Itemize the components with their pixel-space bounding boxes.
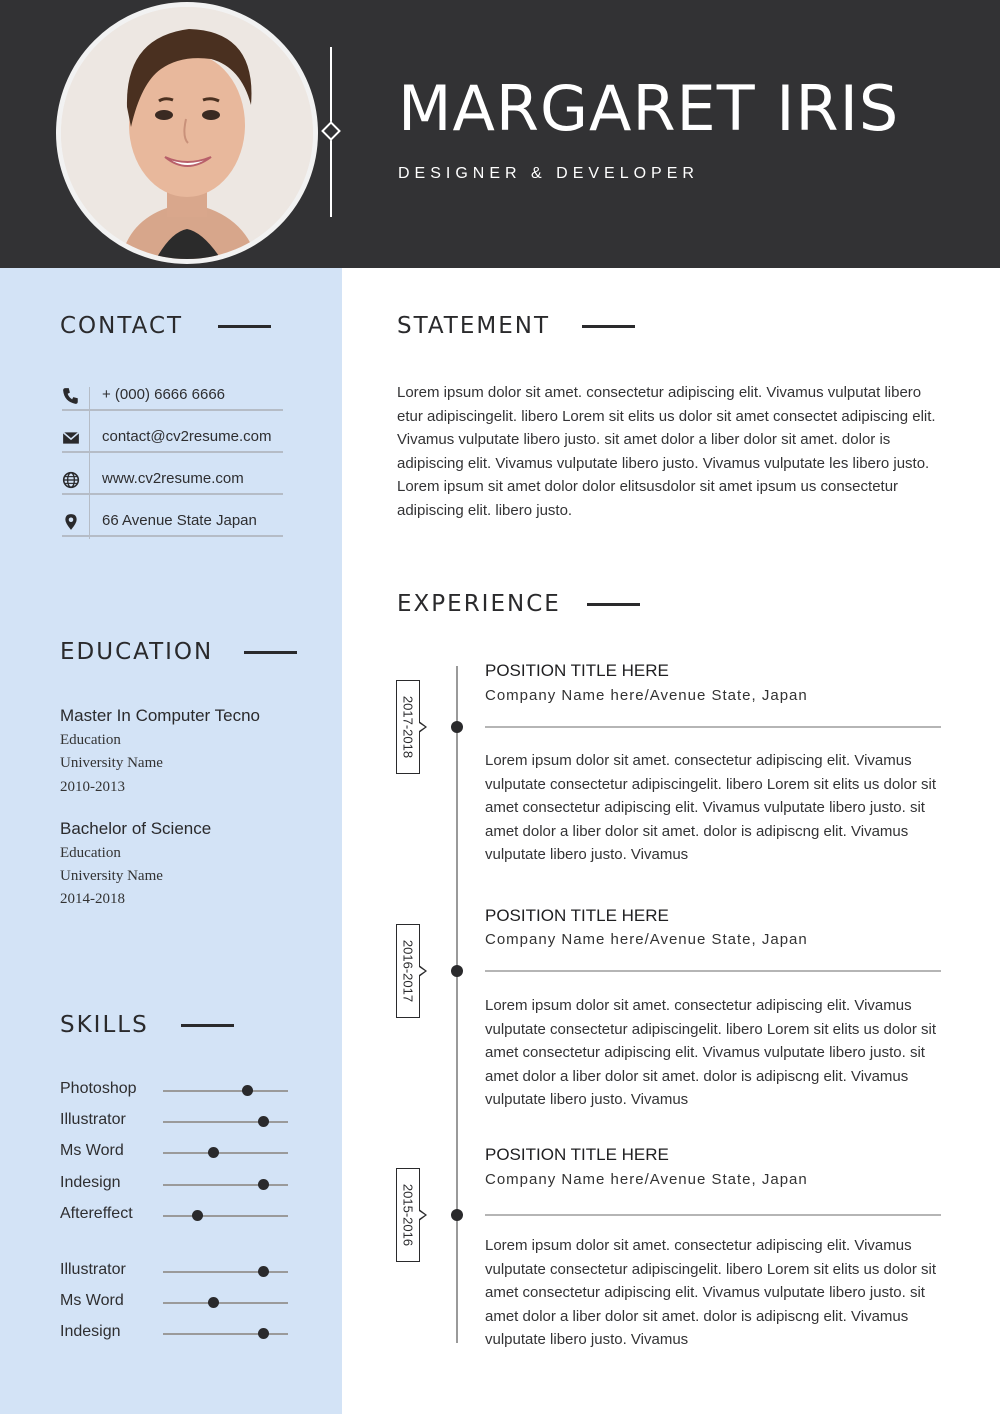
statement-heading: STATEMENT <box>397 313 551 339</box>
candidate-role: DESIGNER & DEVELOPER <box>398 165 699 182</box>
experience-heading-rule <box>587 603 640 606</box>
education-field-1: Education <box>60 732 121 748</box>
skill-row <box>60 1174 290 1194</box>
skill-row <box>60 1205 290 1225</box>
education-school-1: University Name <box>60 755 163 771</box>
contact-heading: CONTACT <box>60 313 184 339</box>
skill-label: Indesign <box>60 1323 121 1340</box>
contact-row-address <box>62 495 283 537</box>
timeline-dot <box>451 1209 463 1221</box>
location-pin-icon <box>62 513 80 531</box>
job-description: Lorem ipsum dolor sit amet. consectetur adipiscing elit. Vivamus vulputate consectetur adipiscingelit. libero Lorem sit elits us dolor sit amet consectetur adipiscing elit. Vivamus vulputate libero justo. sit amet dolor a liber dolor sit amet. dolor is adipiscng elit. Vivamus vulputate libero justo. Vivamus <box>485 752 937 863</box>
education-school-2: University Name <box>60 868 163 884</box>
candidate-name: MARGARET IRIS <box>398 72 900 145</box>
statement-text: Lorem ipsum dolor sit amet. consectetur adipiscing elit. Vivamus vulputat libero etur adipiscingelit. libero Lorem sit elits us dolor sit amet consectet adipiscing elit. Vivamus vulputate libero justo. sit amet dolor a liber dolor sit amet. dolor is adipiscing elit. Vivamus vulputate libero justo. Vivamus vulputate les libero justo. Lorem ipsum sit amet dolor dolor elitsusdolor sit amet ipsum us consectetur adipiscing elit. libero justo. <box>397 384 936 519</box>
job-divider <box>485 1214 941 1216</box>
job-company: Company Name here/Avenue State, Japan <box>485 687 808 704</box>
education-heading-rule <box>244 651 297 654</box>
skill-level-knob <box>258 1266 269 1277</box>
education-field-2: Education <box>60 845 121 861</box>
skill-level-knob <box>258 1116 269 1127</box>
skill-label: Ms Word <box>60 1142 124 1159</box>
job-description: Lorem ipsum dolor sit amet. consectetur adipiscing elit. Vivamus vulputate consectetur adipiscingelit. libero Lorem sit elits us dolor sit amet consectetur adipiscing elit. Vivamus vulputate libero justo. sit amet dolor a liber dolor sit amet. dolor is adipiscng elit. Vivamus vulputate libero justo. Vivamus <box>485 997 937 1108</box>
skill-track <box>163 1090 288 1092</box>
skill-row <box>60 1292 290 1312</box>
skill-track <box>163 1271 288 1273</box>
statement-heading-rule <box>582 325 635 328</box>
experience-timeline <box>456 666 458 1343</box>
job-company: Company Name here/Avenue State, Japan <box>485 931 808 948</box>
skill-level-knob <box>258 1179 269 1190</box>
skill-label: Ms Word <box>60 1292 124 1309</box>
education-degree-1: Master In Computer Tecno <box>60 706 260 725</box>
contact-row-phone <box>62 369 283 411</box>
skill-level-knob <box>242 1085 253 1096</box>
contact-address-text: 66 Avenue State Japan <box>102 512 257 529</box>
skills-heading-rule <box>181 1024 234 1027</box>
experience-heading: EXPERIENCE <box>397 591 561 617</box>
skill-label: Photoshop <box>60 1080 137 1097</box>
skill-label: Indesign <box>60 1174 121 1191</box>
skill-row <box>60 1111 290 1131</box>
skill-label: Aftereffect <box>60 1205 133 1222</box>
skill-row <box>60 1261 290 1281</box>
globe-icon <box>62 471 80 489</box>
job-divider <box>485 726 941 728</box>
skill-track <box>163 1302 288 1304</box>
skill-level-knob <box>192 1210 203 1221</box>
date-tag-text: 2017-2018 <box>400 695 416 759</box>
job-divider <box>485 970 941 972</box>
education-degree-2: Bachelor of Science <box>60 819 212 838</box>
contact-website-text: www.cv2resume.com <box>102 470 244 487</box>
skill-label: Illustrator <box>60 1261 126 1278</box>
date-tag <box>396 680 420 774</box>
skill-track <box>163 1184 288 1186</box>
job-title: POSITION TITLE HERE <box>485 906 669 925</box>
date-tag <box>396 1168 420 1262</box>
skill-row <box>60 1080 290 1100</box>
skill-track <box>163 1121 288 1123</box>
divider-diamond-icon <box>321 121 341 141</box>
skill-row <box>60 1323 290 1343</box>
contact-email-text: contact@cv2resume.com <box>102 428 272 445</box>
date-tag <box>396 924 420 1018</box>
skill-track <box>163 1215 288 1217</box>
resume-header <box>0 0 1000 268</box>
date-tag-text: 2016-2017 <box>400 939 416 1003</box>
portrait-illustration <box>61 7 313 259</box>
skill-label: Illustrator <box>60 1111 126 1128</box>
phone-icon <box>62 387 80 405</box>
skill-level-knob <box>258 1328 269 1339</box>
skill-level-knob <box>208 1147 219 1158</box>
contact-row-website <box>62 453 283 495</box>
skill-row <box>60 1142 290 1162</box>
timeline-dot <box>451 965 463 977</box>
job-title: POSITION TITLE HERE <box>485 1145 669 1164</box>
skill-level-knob <box>208 1297 219 1308</box>
mail-icon <box>62 429 80 447</box>
timeline-dot <box>451 721 463 733</box>
date-tag-text: 2015-2016 <box>400 1183 416 1247</box>
skill-track <box>163 1152 288 1154</box>
contact-phone-text: + (000) 6666 6666 <box>102 386 226 403</box>
education-years-1: 2010-2013 <box>60 779 125 795</box>
job-company: Company Name here/Avenue State, Japan <box>485 1171 808 1188</box>
education-heading: EDUCATION <box>60 639 214 665</box>
profile-photo <box>56 2 318 264</box>
contact-row-email <box>62 411 283 453</box>
education-years-2: 2014-2018 <box>60 891 125 907</box>
skill-track <box>163 1333 288 1335</box>
job-title: POSITION TITLE HERE <box>485 661 669 680</box>
job-description: Lorem ipsum dolor sit amet. consectetur adipiscing elit. Vivamus vulputate consectetur adipiscingelit. libero Lorem sit elits us dolor sit amet consectetur adipiscing elit. Vivamus vulputate libero justo. sit amet dolor a liber dolor sit amet. dolor is adipiscng elit. Vivamus vulputate libero justo. Vivamus <box>485 1237 937 1348</box>
contact-heading-rule <box>218 325 271 328</box>
skills-heading: SKILLS <box>60 1012 149 1038</box>
